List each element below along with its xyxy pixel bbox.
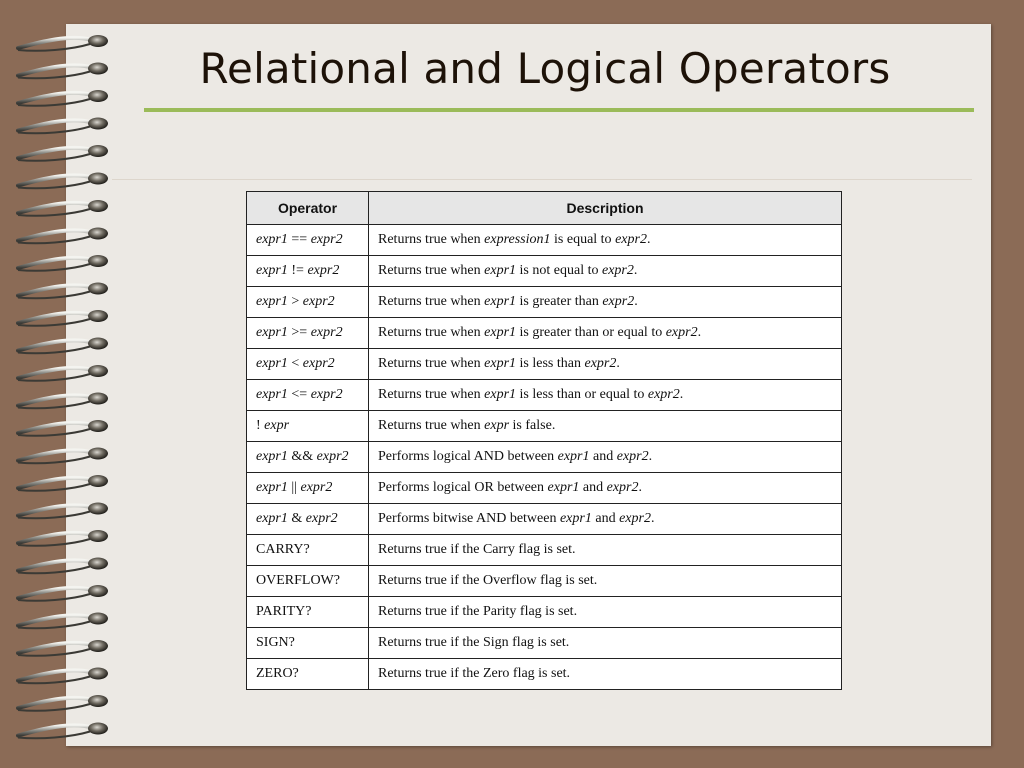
description-cell: Returns true if the Sign flag is set. [369, 628, 842, 659]
operator-cell: expr1 <= expr2 [247, 380, 369, 411]
operator-cell: expr1 >= expr2 [247, 318, 369, 349]
description-cell: Performs logical AND between expr1 and expr2. [369, 442, 842, 473]
operator-cell: SIGN? [247, 628, 369, 659]
slide-title: Relational and Logical Operators [199, 44, 891, 93]
column-header-description: Description [369, 192, 842, 225]
table-header-row [247, 192, 842, 225]
column-header-operator: Operator [247, 192, 369, 225]
table-row [247, 349, 842, 380]
operator-cell: OVERFLOW? [247, 566, 369, 597]
description-cell: Performs logical OR between expr1 and expr2. [369, 473, 842, 504]
table-row [247, 411, 842, 442]
description-cell: Returns true if the Parity flag is set. [369, 597, 842, 628]
table-row [247, 380, 842, 411]
table-row [247, 225, 842, 256]
description-cell: Returns true if the Zero flag is set. [369, 659, 842, 690]
operator-cell: expr1 || expr2 [247, 473, 369, 504]
table-row [247, 473, 842, 504]
description-cell: Returns true when expr1 is less than or equal to expr2. [369, 380, 842, 411]
title-underline [144, 108, 974, 112]
operator-cell: expr1 != expr2 [247, 256, 369, 287]
operator-cell: expr1 && expr2 [247, 442, 369, 473]
table-row [247, 318, 842, 349]
description-cell: Returns true when expression1 is equal to expr2. [369, 225, 842, 256]
operator-cell: expr1 > expr2 [247, 287, 369, 318]
description-cell: Returns true when expr is false. [369, 411, 842, 442]
table-row [247, 659, 842, 690]
table-row [247, 597, 842, 628]
description-cell: Returns true when expr1 is less than expr2. [369, 349, 842, 380]
description-cell: Performs bitwise AND between expr1 and expr2. [369, 504, 842, 535]
table-row [247, 504, 842, 535]
operator-cell: expr1 == expr2 [247, 225, 369, 256]
spiral-binding-icon [0, 0, 120, 768]
operator-cell: CARRY? [247, 535, 369, 566]
table-row [247, 256, 842, 287]
operators-table-container [246, 191, 842, 690]
operator-cell: ZERO? [247, 659, 369, 690]
table-row [247, 287, 842, 318]
description-cell: Returns true if the Carry flag is set. [369, 535, 842, 566]
operators-table [246, 191, 842, 690]
description-cell: Returns true when expr1 is not equal to expr2. [369, 256, 842, 287]
description-cell: Returns true when expr1 is greater than or equal to expr2. [369, 318, 842, 349]
description-cell: Returns true when expr1 is greater than expr2. [369, 287, 842, 318]
description-cell: Returns true if the Overflow flag is set. [369, 566, 842, 597]
operator-cell: PARITY? [247, 597, 369, 628]
divider [112, 179, 972, 180]
table-row [247, 442, 842, 473]
operator-cell: expr1 & expr2 [247, 504, 369, 535]
operator-cell: ! expr [247, 411, 369, 442]
table-row [247, 628, 842, 659]
table-row [247, 566, 842, 597]
table-row [247, 535, 842, 566]
operator-cell: expr1 < expr2 [247, 349, 369, 380]
